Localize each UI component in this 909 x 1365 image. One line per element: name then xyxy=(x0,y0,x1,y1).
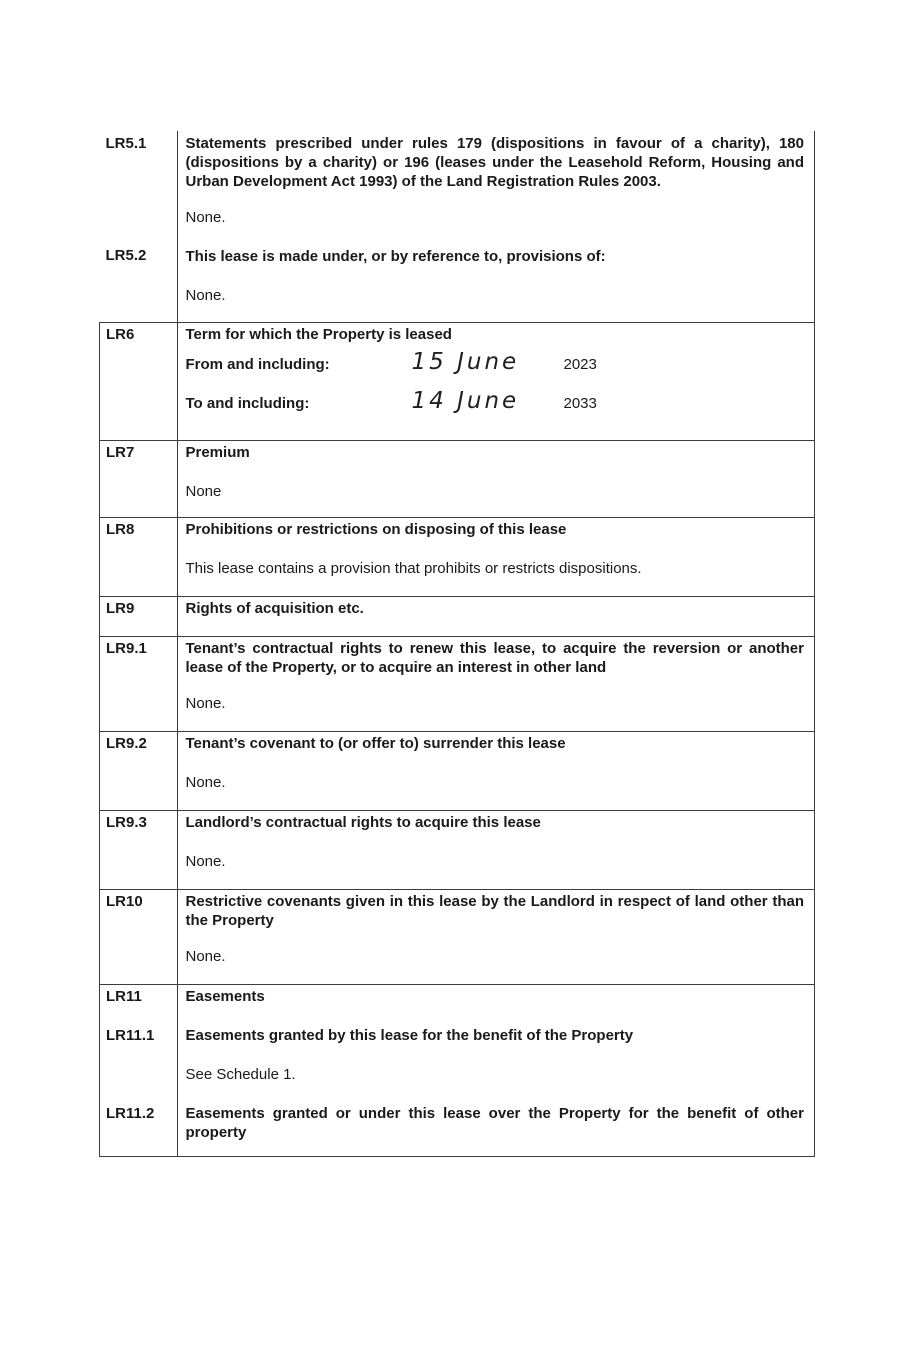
table-row xyxy=(100,440,815,517)
table-row xyxy=(100,131,815,322)
handwritten-start-date: 15 June xyxy=(411,348,520,375)
clause-code: LR11.2 xyxy=(106,1104,155,1122)
clause-heading: This lease is made under, or by reference to, provisions of: xyxy=(185,248,606,265)
prescribed-clauses-table xyxy=(99,131,815,1157)
clause-heading: Restrictive covenants given in this lease by the Landlord in respect of land other than the Property xyxy=(185,892,804,929)
clause-text: None. xyxy=(185,773,226,791)
table-row xyxy=(100,731,815,810)
term-end-line xyxy=(185,387,805,431)
clause-code: LR8 xyxy=(106,520,135,538)
clause-code: LR5.1 xyxy=(105,135,147,152)
clause-code: LR6 xyxy=(106,325,135,343)
clause-code: LR11.1 xyxy=(106,1026,155,1044)
clause-code: LR9.3 xyxy=(106,813,147,831)
table-row xyxy=(100,889,815,984)
clause-text: None. xyxy=(185,287,226,304)
handwritten-end-date: 14 June xyxy=(411,387,520,414)
clause-text: This lease contains a provision that prohibits or restricts dispositions. xyxy=(185,559,642,577)
clause-heading: Easements granted by this lease for the benefit of the Property xyxy=(185,1026,634,1044)
term-start-year: 2023 xyxy=(563,355,597,373)
clause-heading: Rights of acquisition etc. xyxy=(185,599,364,617)
clause-code: LR11 xyxy=(106,987,142,1005)
table-row xyxy=(100,517,815,596)
term-start-label: From and including: xyxy=(185,355,330,373)
clause-code: LR10 xyxy=(106,892,143,910)
clause-code: LR9.2 xyxy=(106,734,147,752)
clause-heading: Easements granted or under this lease over the Property for the benefit of other property xyxy=(185,1104,804,1141)
clause-text: See Schedule 1. xyxy=(185,1065,296,1083)
clause-heading: Statements prescribed under rules 179 (dispositions in favour of a charity), 180 (dispositions by a charity) or 196 (leases under the Leasehold Reform, Housing and Urban Development Act 1993) of the Land Registration Rules 2003. xyxy=(185,135,804,190)
clause-code: LR9.1 xyxy=(106,639,147,657)
clause-code: LR9 xyxy=(106,599,135,617)
clause-heading: Prohibitions or restrictions on disposing of this lease xyxy=(185,520,567,538)
clause-heading: Landlord’s contractual rights to acquire this lease xyxy=(185,813,541,831)
clause-heading: Tenant’s contractual rights to renew this lease, to acquire the reversion or another lease of the Property, or to acquire an interest in other land xyxy=(185,639,804,676)
clause-heading: Term for which the Property is leased xyxy=(185,325,452,343)
term-end-year: 2033 xyxy=(563,394,597,412)
clause-text: None. xyxy=(185,694,226,712)
clause-text: None. xyxy=(185,209,226,226)
table-row xyxy=(100,636,815,731)
clause-heading: Premium xyxy=(185,443,250,461)
term-start-line xyxy=(185,348,805,392)
clause-text: None. xyxy=(185,947,226,965)
clause-text: None. xyxy=(185,852,226,870)
clause-heading: Easements xyxy=(185,987,265,1005)
table-row xyxy=(100,596,815,636)
clause-code: LR5.2 xyxy=(105,247,147,264)
table-row xyxy=(100,322,815,440)
clause-text: None xyxy=(185,482,222,500)
clause-code: LR7 xyxy=(106,443,135,461)
table-row xyxy=(100,984,815,1156)
table-row xyxy=(100,810,815,889)
term-end-label: To and including: xyxy=(185,394,310,412)
lease-prescribed-clauses-sheet xyxy=(99,131,815,1157)
clause-heading: Tenant’s covenant to (or offer to) surrender this lease xyxy=(185,734,566,752)
